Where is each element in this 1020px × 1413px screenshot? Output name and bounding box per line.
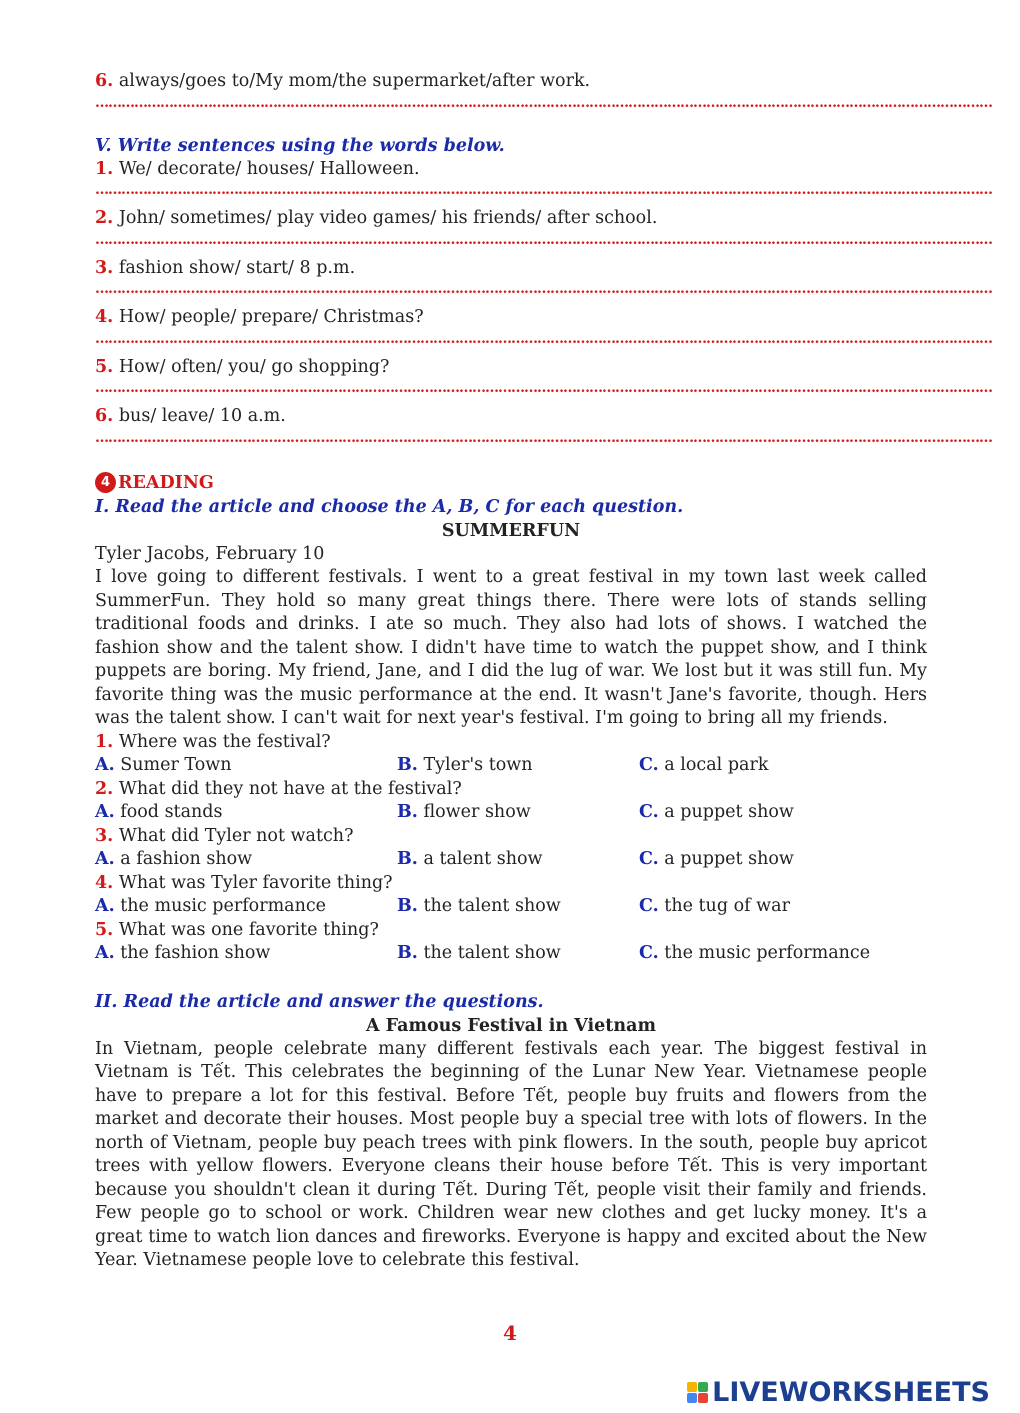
answer-line[interactable]: ……………………………………………………………………………………………………………………………………………………………………………………… [95, 94, 992, 111]
exercise-item [95, 158, 927, 182]
article-title: SUMMERFUN [441, 520, 581, 541]
item-number: 2. [95, 208, 114, 228]
answer-options [95, 942, 927, 966]
question-text: What was Tyler favorite thing? [118, 872, 393, 893]
article-body: I love going to different festivals. I went to a great festival in my town last week called SummerFun. They hold so many great things there. There were lots of stands selling traditional foods and drinks. I ate so much. They also had lots of shows. I watched the fashion show and the talent show. I didn't have time to watch the puppet show, and I think puppets are boring. My friend, Jane, and I did the lug of war. We lost but it was still fun. My favorite thing was the music performance at the end. It wasn't Jane's favorite, though. Hers was the talent show. I can't wait for next year's festival. I'm going to bring all my friends. [95, 567, 927, 728]
question-text: What did Tyler not watch? [118, 825, 354, 846]
item-text: fashion show/ start/ 8 p.m. [118, 257, 356, 278]
item-text: always/goes to/My mom/the supermarket/after work. [118, 71, 591, 91]
option-c[interactable]: C. a puppet show [639, 802, 794, 822]
exercise-item [95, 257, 927, 281]
exercise-item [95, 405, 927, 429]
logo-icon [687, 1382, 708, 1403]
option-a[interactable]: A. Sumer Town [95, 755, 232, 775]
question [95, 872, 927, 896]
question-text: What did they not have at the festival? [118, 778, 462, 799]
option-b[interactable]: B. Tyler's town [397, 755, 533, 775]
option-a[interactable]: A. the music performance [95, 896, 327, 916]
answer-line[interactable]: ……………………………………………………………………………………………………………………………………………………………………………………… [95, 330, 992, 347]
exercise-item [95, 207, 927, 231]
item-text: How/ often/ you/ go shopping? [118, 356, 390, 377]
question-number: 4. [95, 872, 114, 893]
answer-options [95, 801, 927, 825]
option-c[interactable]: C. a puppet show [639, 849, 794, 869]
question-number: 2. [95, 778, 114, 799]
option-b[interactable]: B. the talent show [397, 896, 561, 916]
answer-options [95, 848, 927, 872]
item-text: We/ decorate/ houses/ Halloween. [118, 158, 420, 179]
item-number: 5. [95, 356, 114, 377]
item-text: John/ sometimes/ play video games/ his friends/ after school. [118, 208, 658, 228]
option-b[interactable]: B. the talent show [397, 943, 561, 963]
question [95, 778, 927, 802]
item-number: 6. [95, 406, 114, 426]
liveworksheets-logo [687, 1377, 990, 1408]
option-a[interactable]: A. the fashion show [95, 943, 271, 963]
option-b[interactable]: B. flower show [397, 802, 531, 822]
option-b[interactable]: B. a talent show [397, 849, 543, 869]
answer-options [95, 754, 927, 778]
reading-label: READING [118, 472, 214, 493]
exercise-item [95, 70, 927, 94]
question [95, 731, 927, 755]
item-number: 4. [95, 307, 114, 327]
question-number: 3. [95, 825, 114, 846]
brand-name: LIVEWORKSHEETS [712, 1377, 990, 1408]
question-text: Where was the festival? [118, 731, 331, 752]
answer-line[interactable]: ……………………………………………………………………………………………………………………………………………………………………………………… [95, 429, 992, 446]
option-c[interactable]: C. the tug of war [639, 896, 790, 916]
item-number: 1. [95, 158, 114, 179]
item-number: 6. [95, 71, 114, 91]
option-c[interactable]: C. the music performance [639, 943, 871, 963]
exercise-item [95, 306, 927, 330]
item-text: bus/ leave/ 10 a.m. [118, 406, 286, 426]
reading-section-title [95, 471, 927, 495]
article-byline: Tyler Jacobs, February 10 [95, 543, 325, 564]
question-number: 1. [95, 731, 114, 752]
option-a[interactable]: A. a fashion show [95, 849, 253, 869]
article-title: A Famous Festival in Vietnam [366, 1015, 656, 1036]
answer-options [95, 895, 927, 919]
answer-line[interactable]: ……………………………………………………………………………………………………………………………………………………………………………………… [95, 380, 992, 396]
part-ii-heading: II. Read the article and answer the questions. [95, 991, 544, 1012]
answer-line[interactable]: ……………………………………………………………………………………………………………………………………………………………………………………… [95, 182, 992, 198]
answer-line[interactable]: ……………………………………………………………………………………………………………………………………………………………………………………… [95, 231, 992, 248]
question [95, 919, 927, 943]
exercise-item [95, 356, 927, 380]
item-text: How/ people/ prepare/ Christmas? [118, 307, 424, 327]
option-a[interactable]: A. food stands [95, 802, 223, 822]
answer-line[interactable]: ……………………………………………………………………………………………………………………………………………………………………………………… [95, 281, 992, 297]
article-body: In Vietnam, people celebrate many different festivals each year. The biggest festival in Vietnam is Tết. This celebrates the beginning of the Lunar New Year. Vietnamese people have to prepare a lot for this festival. Before Tết, people buy fruits and flowers from the market and decorate their houses. Most people buy a special tree with lots of flowers. In the north of Vietnam, people buy peach trees with pink flowers. In the south, people buy apricot trees with yellow flowers. Everyone cleans their house before Tết. This is very important because you shouldn't clean it during Tết. During Tết, people visit their family and friends. Few people go to school or work. Children wear new clothes and get lucky money. It's a great time to watch lion dances and fireworks. Everyone is happy and excited about the New Year. Vietnamese people love to celebrate this festival. [95, 1038, 927, 1270]
question [95, 825, 927, 849]
question-number: 5. [95, 919, 114, 940]
section-v-heading: V. Write sentences using the words below. [95, 135, 505, 156]
part-i-heading: I. Read the article and choose the A, B, C for each question. [95, 496, 684, 517]
section-number-badge: 4 [95, 472, 116, 493]
option-c[interactable]: C. a local park [639, 755, 769, 775]
item-number: 3. [95, 257, 114, 278]
question-text: What was one favorite thing? [118, 919, 379, 940]
page-number: 4 [503, 1321, 517, 1345]
worksheet-page [95, 70, 992, 1273]
